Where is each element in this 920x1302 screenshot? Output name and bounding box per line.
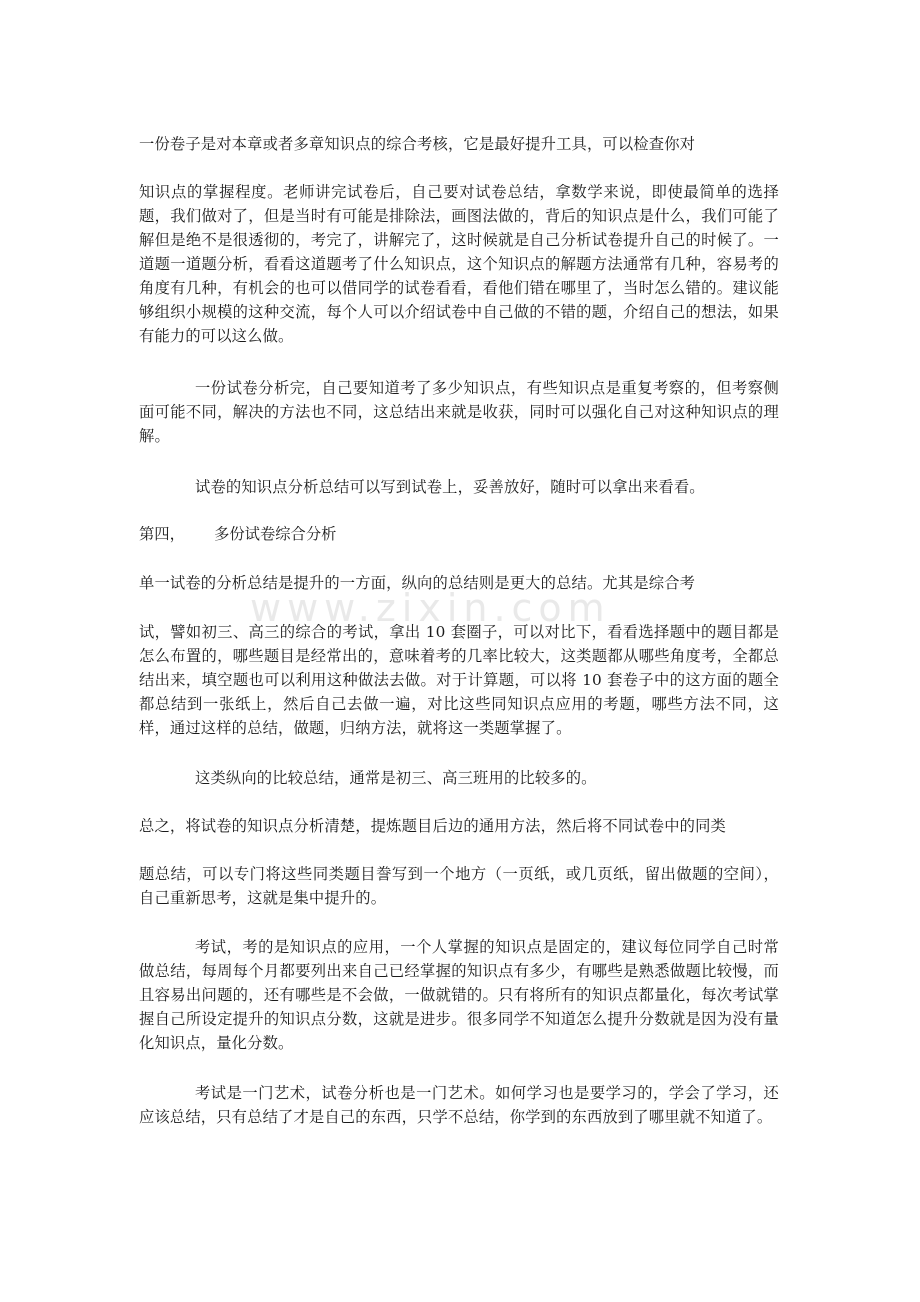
paragraph-3: 一份试卷分析完，自己要知道考了多少知识点，有些知识点是重复考察的，但考察侧面可能不同，解决的方法也不同，这总结出来就是收获，同时可以强化自己对这种知识点的理解。	[139, 379, 779, 445]
paragraph-2: 知识点的掌握程度。老师讲完试卷后，自己要对试卷总结，拿数学来说，即使最简单的选择题，我们做对了，但是当时有可能是排除法，画图法做的，背后的知识点是什么，我们可能了解但是绝不是很透彻的，考完了，讲解完了，这时候就是自己分析试卷提升自己的时候了。一道题一道题分析，看看这道题考了什么知识点，这个知识点的解题方法通常有几种，容易考的角度有几种，有机会的也可以借同学的试卷看看，看他们错在哪里了，当时怎么错的。建议能够组织小规模的这种交流，每个人可以介绍试卷中自己做的不错的题，介绍自己的想法，如果有能力的可以这么做。	[139, 183, 779, 345]
paragraph-5: 单一试卷的分析总结是提升的一方面，纵向的总结则是更大的总结。尤其是综合考	[139, 574, 696, 592]
paragraph-7: 这类纵向的比较总结，通常是初三、高三班用的比较多的。	[195, 769, 597, 787]
paragraph-8: 总之，将试卷的知识点分析清楚，提炼题目后边的通用方法，然后将不同试卷中的同类	[139, 817, 726, 835]
watermark: www.zixin.com	[250, 586, 611, 630]
paragraph-11: 考试是一门艺术，试卷分析也是一门艺术。如何学习也是要学习的，学会了学习，还应该总结，只有总结了才是自己的东西，只学不总结，你学到的东西放到了哪里就不知道了。	[139, 1084, 779, 1126]
section-heading: 第四， 多份试卷综合分析	[139, 525, 337, 543]
paragraph-6: 试，譬如初三、高三的综合的考试，拿出 10 套圈子，可以对比下，看看选择题中的题目都是怎么布置的，哪些题目是经常出的，意味着考的几率比较大，这类题都从哪些角度考，全都总结出来，填空题也可以利用这种做法去做。对于计算题，可以将 10 套卷子中的这方面的题全都总结到一张纸上，然后自己去做一遍，对比这些同知识点应用的考题，哪些方法不同，这样，通过这样的总结，做题，归纳方法，就将这一类题掌握了。	[139, 623, 779, 737]
paragraph-9: 题总结，可以专门将这些同类题目誊写到一个地方（一页纸，或几页纸，留出做题的空间），自己重新思考，这就是集中提升的。	[139, 865, 779, 907]
paragraph-10: 考试，考的是知识点的应用，一个人掌握的知识点是固定的，建议每位同学自己时常做总结，每周每个月都要列出来自己已经掌握的知识点有多少，有哪些是熟悉做题比较慢，而且容易出问题的，还有哪些是不会做，一做就错的。只有将所有的知识点都量化，每次考试掌握自己所设定提升的知识点分数，这就是进步。很多同学不知道怎么提升分数就是因为没有量化知识点，量化分数。	[139, 938, 779, 1052]
paragraph-1: 一份卷子是对本章或者多章知识点的综合考核，它是最好提升工具，可以检查你对	[139, 135, 696, 153]
paragraph-4: 试卷的知识点分析总结可以写到试卷上，妥善放好，随时可以拿出来看看。	[195, 478, 705, 496]
